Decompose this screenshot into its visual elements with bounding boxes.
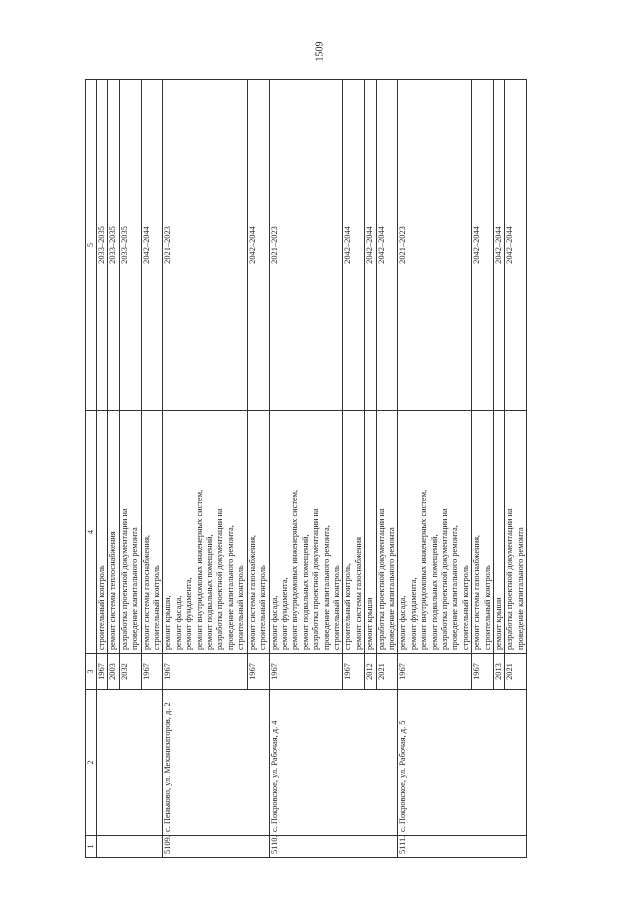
row-period: 2021–2023 [398,80,472,411]
work-line: проведение капитального ремонта, [321,525,331,650]
entry-address: с. Покровское, ул. Рабочая, д. 4 [269,690,398,836]
row-works [141,411,163,654]
work-line: ремонт системы газоснабжения, [472,534,482,650]
header-row [86,80,97,858]
entry-number [97,836,163,858]
work-line: ремонт подвальных помещений, [205,534,215,650]
row-year: 2032 [119,654,141,690]
row-period: 2033–2035 [119,80,141,411]
row-works [343,411,365,654]
header-col-5: 5 [86,80,97,411]
work-line: разработка проектной документации на [440,508,449,650]
row-works [505,411,527,654]
work-line: ремонт подвальных помещений, [429,534,439,650]
work-line: проведение капитального ремонта [386,527,396,650]
table-body [97,80,527,858]
work-line: ремонт фундамента, [279,577,289,650]
row-year: 2003 [108,654,119,690]
work-line: ремонт крыши [494,597,504,650]
header-col-2: 2 [86,690,97,836]
work-line: строительный контроль [97,565,106,650]
row-period: 2042–2044 [343,80,365,411]
work-line: проведение капитального ремонта, [450,525,460,650]
row-period: 2042–2044 [365,80,376,411]
row-period: 2042–2044 [141,80,163,411]
row-year: 2012 [365,654,376,690]
work-line: ремонт внутридомовых инженерных систем, [194,489,204,650]
work-line: разработка проектной документации на [215,508,225,650]
repair-schedule-table [85,79,527,858]
work-line: строительный контроль [152,565,162,650]
row-period: 2042–2044 [494,80,505,411]
row-works [365,411,376,654]
work-line: строительный контроль, [343,563,353,650]
work-line: ремонт системы газоснабжения, [141,534,151,650]
page-number: 1509 [314,41,326,62]
row-works [269,411,343,654]
work-line: разработка проектной документации на [311,508,321,650]
row-works [108,411,119,654]
row-period: 2042–2044 [505,80,527,411]
row-works [97,411,108,654]
entry-number: 5110. [269,836,398,858]
row-works [247,411,269,654]
row-period: 2042–2044 [376,80,398,411]
row-period: 2042–2044 [247,80,269,411]
row-period: 2042–2044 [472,80,494,411]
work-line: ремонт системы газоснабжения, [247,534,257,650]
table-row [163,80,247,858]
row-year: 1967 [97,654,108,690]
entry-address: с. Покровское, ул. Рабочая, д. 5 [398,690,527,836]
header-col-4: 4 [86,411,97,654]
work-line: ремонт внутридомовых инженерных систем, [290,489,300,650]
work-line: ремонт подвальных помещений, [300,534,310,650]
entry-number: 5111. [398,836,527,858]
row-period: 2021–2023 [269,80,343,411]
work-line: ремонт крыши, [163,595,173,650]
work-line: ремонт системы теплоснабжения [108,531,118,650]
entry-number: 5109. [163,836,269,858]
work-line: ремонт фундамента, [184,577,194,650]
table-row [269,80,343,858]
work-line: строительный контроль [331,565,341,650]
work-line: проведение капитального ремонта [515,527,525,650]
work-line: ремонт фасада, [398,595,408,650]
work-line: строительный контроль [236,565,246,650]
work-line: строительный контроль [482,565,492,650]
work-line: разработка проектной документации на [119,508,129,650]
work-line: ремонт фасада, [269,595,279,650]
table-row [97,80,108,858]
row-year: 1967 [398,654,472,690]
row-works [398,411,472,654]
row-year: 1967 [472,654,494,690]
work-line: ремонт фасада, [173,595,183,650]
row-period: 2021–2023 [163,80,247,411]
work-line: проведение капитального ремонта, [225,525,235,650]
row-year: 1967 [141,654,163,690]
work-line: строительный контроль [258,565,268,650]
row-year: 2021 [376,654,398,690]
work-line: ремонт крыши [365,597,375,650]
work-line: строительный контроль [460,565,470,650]
row-year: 1967 [163,654,247,690]
work-line: ремонт системы газоснабжения [353,537,363,650]
work-line: ремонт фундамента, [408,577,418,650]
table-row [398,80,472,858]
row-year: 1967 [269,654,343,690]
row-period: 2033–2035 [97,80,108,411]
row-year: 2021 [505,654,527,690]
work-line: проведение капитального ремонта [130,527,140,650]
work-line: разработка проектной документации на [376,508,386,650]
work-line: ремонт внутридомовых инженерных систем, [419,489,429,650]
header-col-3: 3 [86,654,97,690]
row-works [163,411,247,654]
entry-address [97,690,163,836]
row-year: 1967 [343,654,365,690]
page-number-area [0,0,640,62]
row-period: 2033–2035 [108,80,119,411]
row-year: 1967 [247,654,269,690]
entry-address: с. Пеньково, ул. Механизаторов, д. 2 [163,690,269,836]
row-year: 2013 [494,654,505,690]
header-col-1: 1 [86,836,97,858]
rotated-table-container [85,80,605,858]
row-works [494,411,505,654]
row-works [119,411,141,654]
row-works [376,411,398,654]
row-works [472,411,494,654]
work-line: разработка проектной документации на [505,508,515,650]
